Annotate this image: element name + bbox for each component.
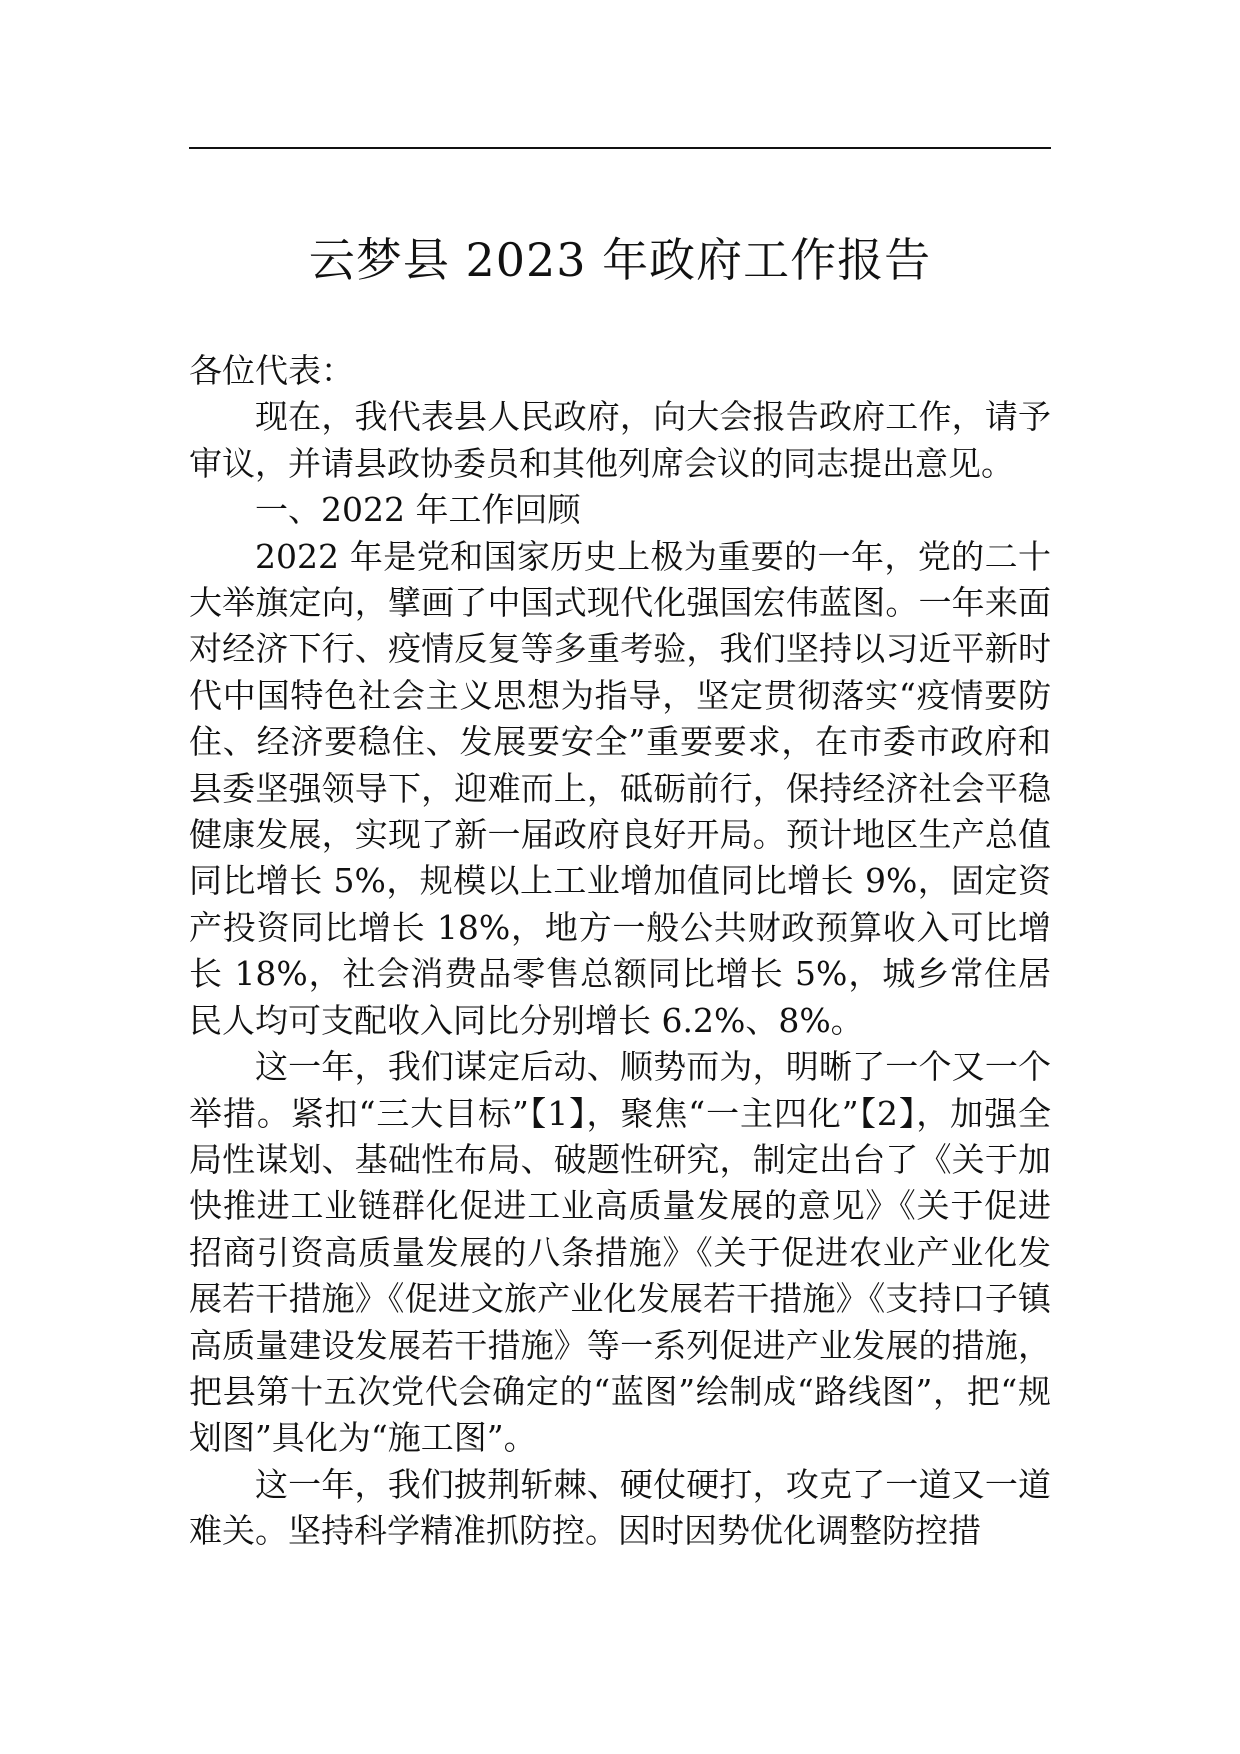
header-rule xyxy=(189,147,1051,149)
opening-paragraph: 现在，我代表县人民政府，向大会报告政府工作，请予审议，并请县政协委员和其他列席会议的同志提出意见。 xyxy=(189,397,1051,483)
salutation: 各位代表： xyxy=(189,351,354,390)
review-paragraph: 2022 年是党和国家历史上极为重要的一年，党的二十大举旗定向，擘画了中国式现代化强国宏伟蓝图。一年来面对经济下行、疫情反复等多重考验，我们坚持以习近平新时代中国特色社会主义思想为指导，坚定贯彻落实“疫情要防住、经济要稳住、发展要安全”重要要求，在市委市政府和县委坚强领导下，迎难而上，砥砺前行，保持经济社会平稳健康发展，实现了新一届政府良好开局。预计地区生产总值同比增长 5%，规模以上工业增加值同比增长 9%，固定资产投资同比增长 18%，地方一般公共财政预算收入可比增长 18%，社会消费品零售总额同比增长 5%，城乡常住居民人均可支配收入同比分别增长 6.2%、8%。 xyxy=(189,536,1051,1040)
challenges-paragraph: 这一年，我们披荆斩棘、硬仗硬打，攻克了一道又一道难关。坚持科学精准抓防控。因时因势优化调整防控措 xyxy=(189,1464,1051,1551)
document-body xyxy=(189,348,1051,1555)
section-heading: 一、2022 年工作回顾 xyxy=(255,490,581,530)
measures-paragraph: 这一年，我们谋定后动、顺势而为，明晰了一个又一个举措。紧扣“三大目标”【1】，聚焦“一主四化”【2】，加强全局性谋划、基础性布局、破题性研究，制定出台了《关于加快推进工业链群化促进工业高质量发展的意见》《关于促进招商引资高质量发展的八条措施》《关于促进农业产业化发展若干措施》《促进文旅产业化发展若干措施》《支持口子镇高质量建设发展若干措施》等一系列促进产业发展的措施，把县第十五次党代会确定的“蓝图”绘制成“路线图”，把“规划图”具化为“施工图”。 xyxy=(189,1047,1051,1458)
document-title: 云梦县 2023 年政府工作报告 xyxy=(308,233,932,287)
